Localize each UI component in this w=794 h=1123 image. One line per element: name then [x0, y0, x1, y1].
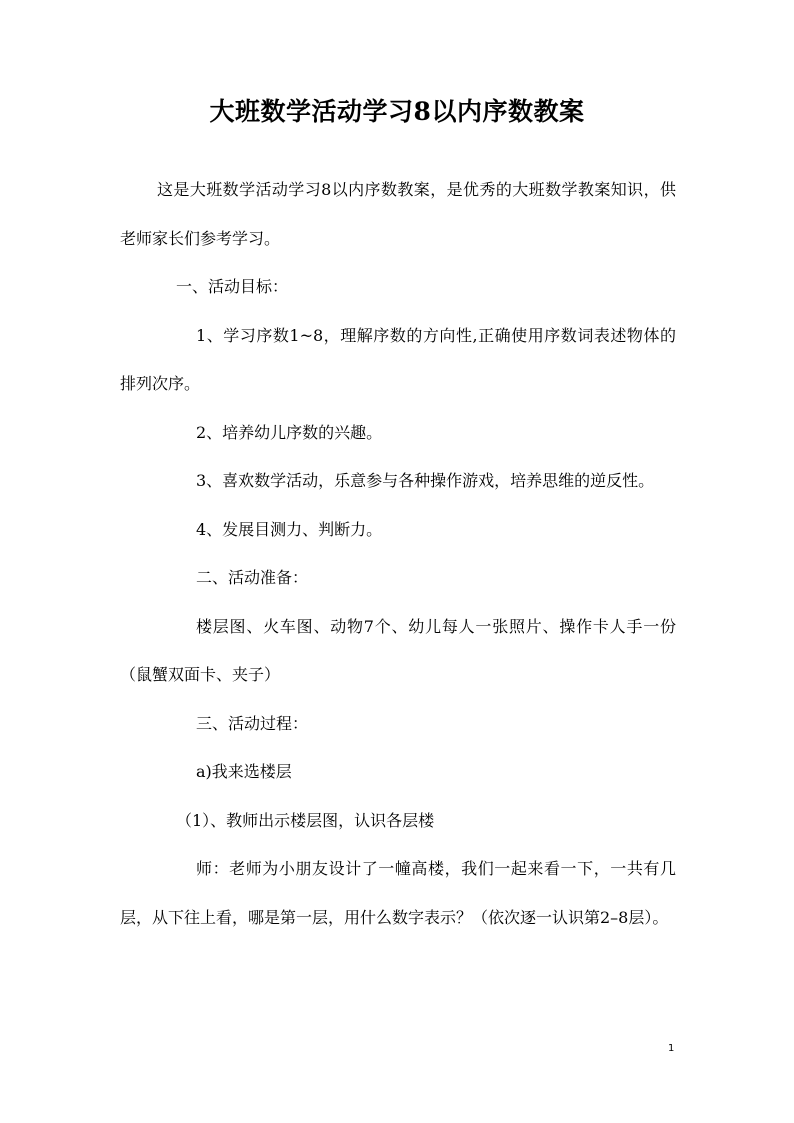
section-heading-preparation: 二、活动准备： [196, 568, 309, 587]
subheading-floor-selection: a)我来选楼层 [196, 762, 292, 781]
preparation-paragraph: 楼层图、火车图、动物7个、幼儿每人一张照片、操作卡人手一份（鼠蟹双面卡、夹子） [120, 616, 676, 684]
section-heading-process: 三、活动过程： [196, 713, 309, 733]
teacher-dialogue-paragraph: 师：老师为小朋友设计了一幢高楼，我们一起来看一下，一共有几层，从下往上看，哪是第一层，用什么数字表示？（依次逐一认识第2–8层）。 [120, 859, 676, 927]
section-heading-goals: 一、活动目标： [176, 277, 289, 296]
intro-paragraph: 这是大班数学活动学习8以内序数教案，是优秀的大班数学教案知识，供老师家长们参考学习。 [120, 180, 676, 248]
goal-item-1: 1、学习序数1~8，理解序数的方向性,正确使用序数词表述物体的排列次序。 [120, 325, 676, 393]
page-number: 1 [668, 1043, 675, 1054]
step-paragraph-1: （1）、教师出示楼层图，认识各层楼 [176, 810, 435, 830]
goal-item-4: 4、发展目测力、判断力。 [196, 519, 383, 539]
goal-item-3: 3、喜欢数学活动，乐意参与各种操作游戏，培养思维的逆反性。 [196, 471, 655, 490]
goal-item-2: 2、培养幼儿序数的兴趣。 [196, 422, 383, 442]
document-body [120, 166, 676, 942]
document-title: 大班数学活动学习8以内序数教案 [209, 97, 585, 126]
